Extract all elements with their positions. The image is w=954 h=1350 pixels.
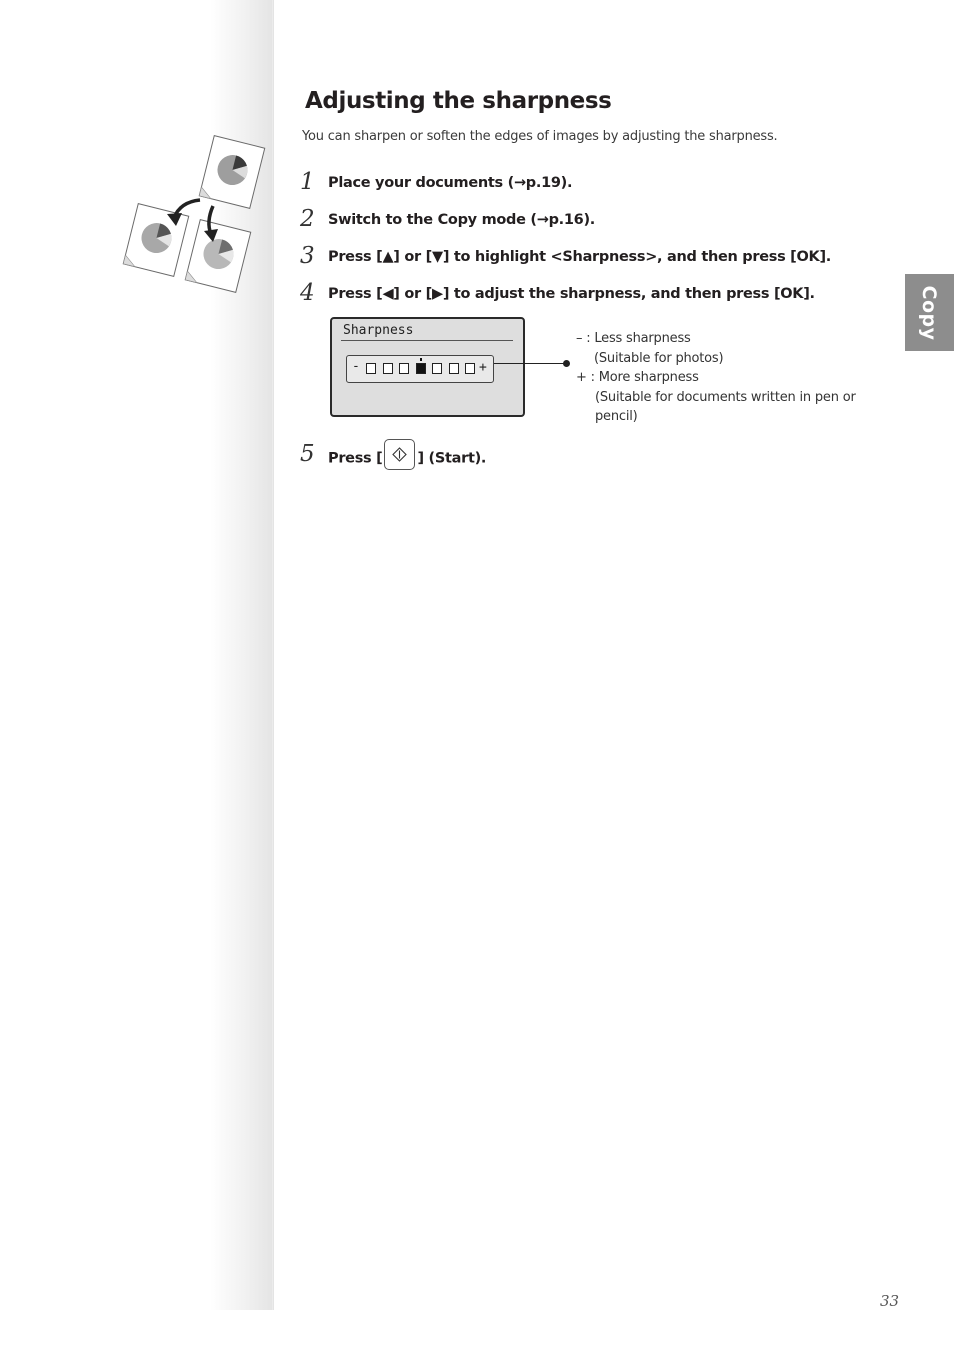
scale-plus-label: + [479,360,487,375]
page-number: 33 [880,1292,900,1310]
scale-cell [416,363,426,374]
step-number: 3 [300,243,315,269]
step-text-before: Press [ [328,450,383,467]
chapter-tab-label: Copy [918,285,940,341]
scale-cell [366,363,376,374]
sharpness-scale [346,355,494,383]
lcd-divider [341,340,513,341]
step-text [328,447,486,470]
note-minus-detail: (Suitable for photos) [594,350,724,366]
step-number: 5 [300,441,315,467]
step-text: Press [◀] or [▶] to adjust the sharpness, and then press [OK]. [328,286,815,302]
step-text: Press [▲] or [▼] to highlight <Sharpness>, and then press [OK]. [328,249,831,265]
step-text-after: ] (Start). [417,450,487,467]
scale-cell [449,363,459,374]
section-intro: You can sharpen or soften the edges of images by adjusting the sharpness. [302,129,778,144]
chapter-tab [905,274,954,351]
note-minus-label: – : Less sharpness [576,331,691,346]
scale-cell [465,363,475,374]
scale-cell [383,363,393,374]
scale-center-tick [420,358,422,361]
note-plus-detail: (Suitable for documents written in pen or pencil) [595,389,856,424]
lcd-title: Sharpness [343,323,414,338]
scale-cell [432,363,442,374]
step-number: 2 [300,206,315,232]
document-sharpness-illustration [110,130,280,305]
start-icon [384,439,415,470]
step-text: Place your documents (→p.19). [328,175,573,191]
step-number: 4 [300,280,315,306]
note-plus-label: + : More sharpness [576,370,699,385]
sharpness-notes [576,329,860,427]
callout-dot [563,360,570,367]
lcd-display [330,317,525,417]
scale-cell [399,363,409,374]
section-title: Adjusting the sharpness [305,88,612,114]
step-text: Switch to the Copy mode (→p.16). [328,212,595,228]
scale-minus-label: - [352,359,360,374]
callout-line [494,363,566,364]
step-number: 1 [300,169,315,195]
